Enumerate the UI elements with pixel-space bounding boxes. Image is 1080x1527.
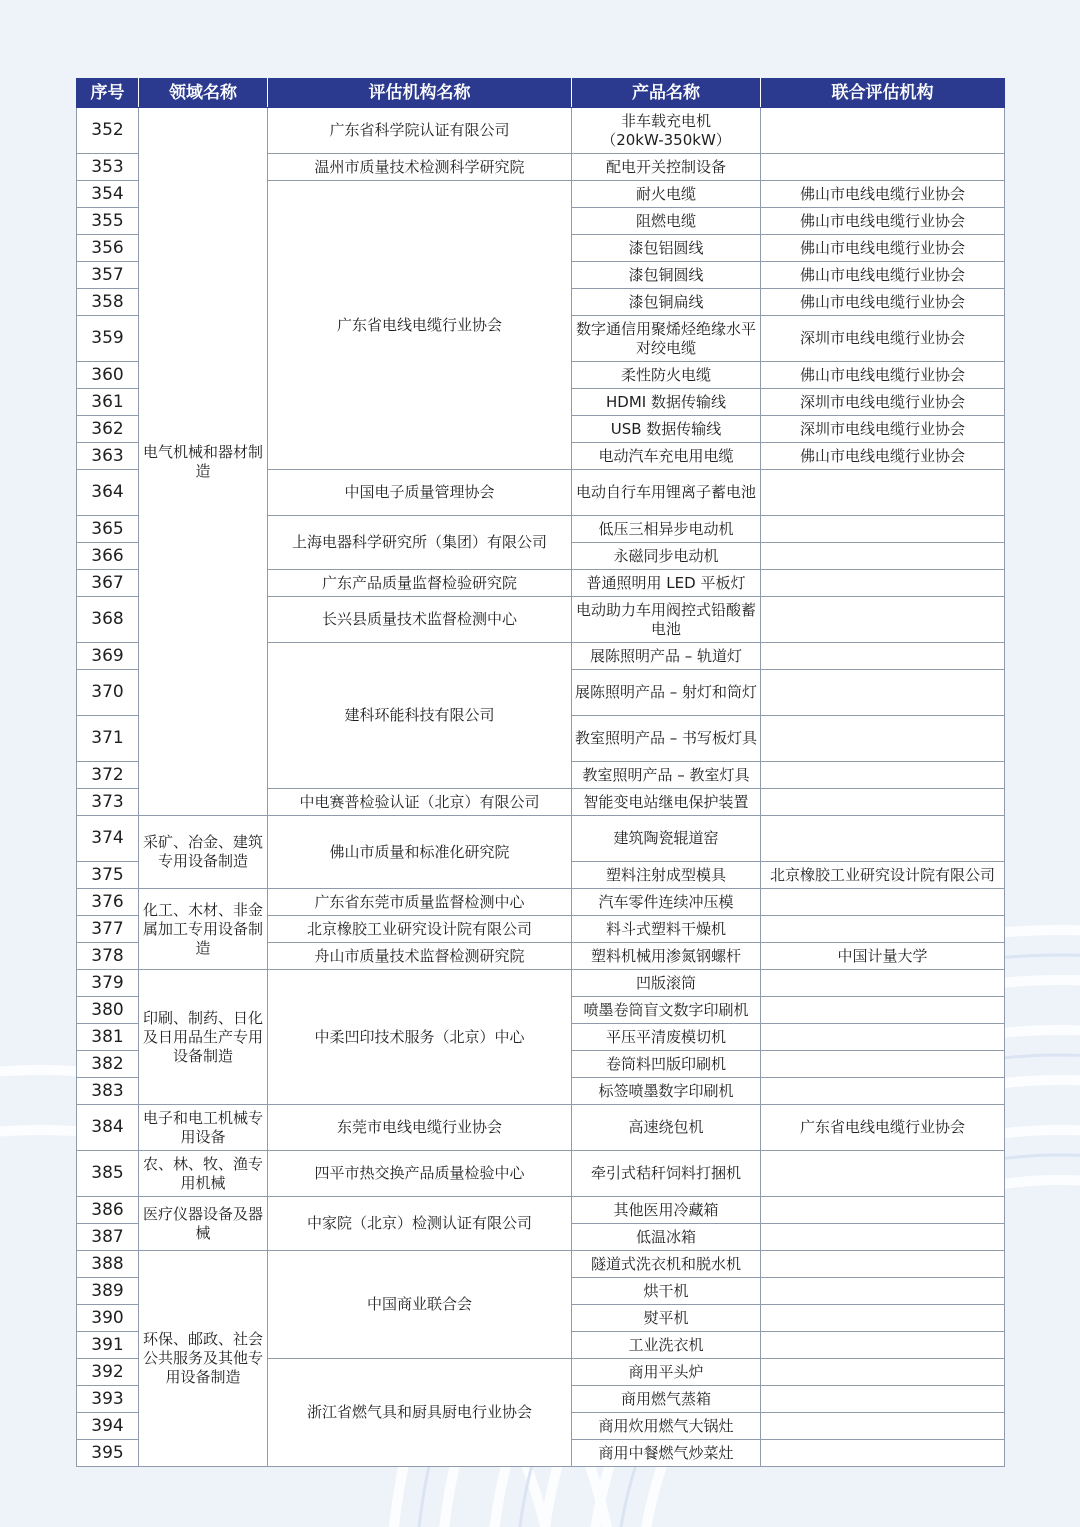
evaluation-org-cell: 广东省电线电缆行业协会	[268, 181, 572, 470]
serial-number-cell: 362	[77, 416, 139, 443]
serial-number-cell: 371	[77, 716, 139, 762]
table-row	[77, 889, 1005, 916]
serial-number-cell: 370	[77, 670, 139, 716]
serial-number-cell: 377	[77, 916, 139, 943]
product-name-cell: 商用燃气蒸箱	[572, 1386, 761, 1413]
evaluation-org-cell: 广东产品质量监督检验研究院	[268, 570, 572, 597]
product-name-cell: 工业洗衣机	[572, 1332, 761, 1359]
product-name-cell: 凹版滚筒	[572, 970, 761, 997]
serial-number-cell: 353	[77, 154, 139, 181]
product-name-cell: 智能变电站继电保护装置	[572, 789, 761, 816]
table-row	[77, 970, 1005, 997]
evaluation-org-cell: 长兴县质量技术监督检测中心	[268, 597, 572, 643]
joint-evaluation-org-cell	[761, 1224, 1005, 1251]
joint-evaluation-org-cell	[761, 1251, 1005, 1278]
serial-number-cell: 385	[77, 1151, 139, 1197]
product-name-cell: 阻燃电缆	[572, 208, 761, 235]
product-name-cell: 漆包铜圆线	[572, 262, 761, 289]
evaluation-org-cell: 中国商业联合会	[268, 1251, 572, 1359]
serial-number-cell: 373	[77, 789, 139, 816]
joint-evaluation-org-cell: 佛山市电线电缆行业协会	[761, 362, 1005, 389]
serial-number-cell: 393	[77, 1386, 139, 1413]
evaluation-org-cell: 北京橡胶工业研究设计院有限公司	[268, 916, 572, 943]
product-name-cell: 永磁同步电动机	[572, 543, 761, 570]
product-name-cell: 烘干机	[572, 1278, 761, 1305]
table-row	[77, 1151, 1005, 1197]
joint-evaluation-org-cell	[761, 1413, 1005, 1440]
serial-number-cell: 376	[77, 889, 139, 916]
joint-evaluation-org-cell: 北京橡胶工业研究设计院有限公司	[761, 862, 1005, 889]
product-name-cell: 商用平头炉	[572, 1359, 761, 1386]
product-name-cell: 漆包铜扁线	[572, 289, 761, 316]
product-name-cell: 塑料机械用渗氮钢螺杆	[572, 943, 761, 970]
serial-number-cell: 372	[77, 762, 139, 789]
joint-evaluation-org-cell: 佛山市电线电缆行业协会	[761, 289, 1005, 316]
product-name-cell: 料斗式塑料干燥机	[572, 916, 761, 943]
evaluation-table	[76, 78, 1005, 1467]
serial-number-cell: 355	[77, 208, 139, 235]
serial-number-cell: 359	[77, 316, 139, 362]
joint-evaluation-org-cell: 深圳市电线电缆行业协会	[761, 389, 1005, 416]
serial-number-cell: 354	[77, 181, 139, 208]
product-name-cell: 教室照明产品 – 书写板灯具	[572, 716, 761, 762]
product-name-cell: USB 数据传输线	[572, 416, 761, 443]
joint-evaluation-org-cell: 广东省电线电缆行业协会	[761, 1105, 1005, 1151]
joint-evaluation-org-cell	[761, 1386, 1005, 1413]
domain-name-cell: 采矿、冶金、建筑专用设备制造	[139, 816, 268, 889]
joint-evaluation-org-cell	[761, 1151, 1005, 1197]
evaluation-org-cell: 东莞市电线电缆行业协会	[268, 1105, 572, 1151]
serial-number-cell: 364	[77, 470, 139, 516]
joint-evaluation-org-cell	[761, 1078, 1005, 1105]
product-name-cell: 平压平清废模切机	[572, 1024, 761, 1051]
joint-evaluation-org-cell	[761, 154, 1005, 181]
table-row	[77, 1105, 1005, 1151]
header-joint-evaluation-org: 联合评估机构	[761, 79, 1005, 108]
evaluation-org-cell: 建科环能科技有限公司	[268, 643, 572, 789]
product-name-cell: 配电开关控制设备	[572, 154, 761, 181]
product-name-cell: 塑料注射成型模具	[572, 862, 761, 889]
joint-evaluation-org-cell	[761, 1332, 1005, 1359]
serial-number-cell: 395	[77, 1440, 139, 1467]
serial-number-cell: 375	[77, 862, 139, 889]
product-name-cell: 电动汽车充电用电缆	[572, 443, 761, 470]
serial-number-cell: 386	[77, 1197, 139, 1224]
domain-name-cell: 电气机械和器材制造	[139, 108, 268, 816]
joint-evaluation-org-cell	[761, 816, 1005, 862]
product-name-cell: 低压三相异步电动机	[572, 516, 761, 543]
joint-evaluation-org-cell: 佛山市电线电缆行业协会	[761, 181, 1005, 208]
joint-evaluation-org-cell: 中国计量大学	[761, 943, 1005, 970]
joint-evaluation-org-cell: 佛山市电线电缆行业协会	[761, 208, 1005, 235]
domain-name-cell: 电子和电工机械专用设备	[139, 1105, 268, 1151]
product-name-cell: 商用炊用燃气大锅灶	[572, 1413, 761, 1440]
serial-number-cell: 383	[77, 1078, 139, 1105]
serial-number-cell: 361	[77, 389, 139, 416]
serial-number-cell: 352	[77, 108, 139, 154]
joint-evaluation-org-cell	[761, 1359, 1005, 1386]
serial-number-cell: 390	[77, 1305, 139, 1332]
product-name-cell: 喷墨卷筒盲文数字印刷机	[572, 997, 761, 1024]
serial-number-cell: 380	[77, 997, 139, 1024]
header-product-name: 产品名称	[572, 79, 761, 108]
domain-name-cell: 印刷、制药、日化及日用品生产专用设备制造	[139, 970, 268, 1105]
evaluation-org-cell: 中家院（北京）检测认证有限公司	[268, 1197, 572, 1251]
header-evaluation-org: 评估机构名称	[268, 79, 572, 108]
product-name-cell: 熨平机	[572, 1305, 761, 1332]
product-name-cell: 展陈照明产品 – 射灯和筒灯	[572, 670, 761, 716]
joint-evaluation-org-cell	[761, 1024, 1005, 1051]
evaluation-org-cell: 浙江省燃气具和厨具厨电行业协会	[268, 1359, 572, 1467]
joint-evaluation-org-cell: 佛山市电线电缆行业协会	[761, 235, 1005, 262]
header-domain-name: 领域名称	[139, 79, 268, 108]
product-name-cell: 牵引式秸秆饲料打捆机	[572, 1151, 761, 1197]
serial-number-cell: 358	[77, 289, 139, 316]
evaluation-org-cell: 中国电子质量管理协会	[268, 470, 572, 516]
serial-number-cell: 387	[77, 1224, 139, 1251]
product-name-cell: 电动自行车用锂离子蓄电池	[572, 470, 761, 516]
product-name-cell: 建筑陶瓷辊道窑	[572, 816, 761, 862]
joint-evaluation-org-cell	[761, 716, 1005, 762]
joint-evaluation-org-cell	[761, 570, 1005, 597]
domain-name-cell: 化工、木材、非金属加工专用设备制造	[139, 889, 268, 970]
serial-number-cell: 368	[77, 597, 139, 643]
joint-evaluation-org-cell	[761, 670, 1005, 716]
joint-evaluation-org-cell	[761, 1197, 1005, 1224]
product-name-cell: 数字通信用聚烯烃绝缘水平对绞电缆	[572, 316, 761, 362]
joint-evaluation-org-cell	[761, 516, 1005, 543]
serial-number-cell: 366	[77, 543, 139, 570]
evaluation-table-container	[76, 78, 1004, 1467]
joint-evaluation-org-cell	[761, 597, 1005, 643]
joint-evaluation-org-cell: 深圳市电线电缆行业协会	[761, 316, 1005, 362]
domain-name-cell: 农、林、牧、渔专用机械	[139, 1151, 268, 1197]
domain-name-cell: 环保、邮政、社会公共服务及其他专用设备制造	[139, 1251, 268, 1467]
joint-evaluation-org-cell: 深圳市电线电缆行业协会	[761, 416, 1005, 443]
evaluation-org-cell: 舟山市质量技术监督检测研究院	[268, 943, 572, 970]
joint-evaluation-org-cell	[761, 108, 1005, 154]
evaluation-org-cell: 上海电器科学研究所（集团）有限公司	[268, 516, 572, 570]
serial-number-cell: 357	[77, 262, 139, 289]
product-name-cell: 高速绕包机	[572, 1105, 761, 1151]
table-body	[77, 108, 1005, 1467]
evaluation-org-cell: 佛山市质量和标准化研究院	[268, 816, 572, 889]
table-row	[77, 816, 1005, 862]
table-row	[77, 1251, 1005, 1278]
serial-number-cell: 374	[77, 816, 139, 862]
product-name-cell: 漆包铝圆线	[572, 235, 761, 262]
serial-number-cell: 379	[77, 970, 139, 997]
joint-evaluation-org-cell: 佛山市电线电缆行业协会	[761, 262, 1005, 289]
joint-evaluation-org-cell	[761, 643, 1005, 670]
product-name-cell: 普通照明用 LED 平板灯	[572, 570, 761, 597]
evaluation-org-cell: 中柔凹印技术服务（北京）中心	[268, 970, 572, 1105]
header-serial-number: 序号	[77, 79, 139, 108]
evaluation-org-cell: 中电赛普检验认证（北京）有限公司	[268, 789, 572, 816]
product-name-cell: 柔性防火电缆	[572, 362, 761, 389]
serial-number-cell: 384	[77, 1105, 139, 1151]
serial-number-cell: 360	[77, 362, 139, 389]
joint-evaluation-org-cell	[761, 1278, 1005, 1305]
evaluation-org-cell: 温州市质量技术检测科学研究院	[268, 154, 572, 181]
serial-number-cell: 381	[77, 1024, 139, 1051]
joint-evaluation-org-cell	[761, 543, 1005, 570]
joint-evaluation-org-cell	[761, 1305, 1005, 1332]
serial-number-cell: 369	[77, 643, 139, 670]
serial-number-cell: 356	[77, 235, 139, 262]
serial-number-cell: 365	[77, 516, 139, 543]
product-name-cell: 汽车零件连续冲压模	[572, 889, 761, 916]
joint-evaluation-org-cell	[761, 762, 1005, 789]
joint-evaluation-org-cell	[761, 470, 1005, 516]
evaluation-org-cell: 广东省东莞市质量监督检测中心	[268, 889, 572, 916]
joint-evaluation-org-cell	[761, 1051, 1005, 1078]
serial-number-cell: 367	[77, 570, 139, 597]
domain-name-cell: 医疗仪器设备及器械	[139, 1197, 268, 1251]
product-name-cell: 低温冰箱	[572, 1224, 761, 1251]
joint-evaluation-org-cell: 佛山市电线电缆行业协会	[761, 443, 1005, 470]
joint-evaluation-org-cell	[761, 970, 1005, 997]
product-name-cell: 耐火电缆	[572, 181, 761, 208]
product-name-cell: 非车载充电机 （20kW-350kW）	[572, 108, 761, 154]
product-name-cell: 电动助力车用阀控式铅酸蓄电池	[572, 597, 761, 643]
joint-evaluation-org-cell	[761, 1440, 1005, 1467]
joint-evaluation-org-cell	[761, 889, 1005, 916]
serial-number-cell: 378	[77, 943, 139, 970]
joint-evaluation-org-cell	[761, 916, 1005, 943]
product-name-cell: 展陈照明产品 – 轨道灯	[572, 643, 761, 670]
table-row	[77, 1197, 1005, 1224]
joint-evaluation-org-cell	[761, 997, 1005, 1024]
product-name-cell: 商用中餐燃气炒菜灶	[572, 1440, 761, 1467]
serial-number-cell: 389	[77, 1278, 139, 1305]
serial-number-cell: 363	[77, 443, 139, 470]
serial-number-cell: 392	[77, 1359, 139, 1386]
serial-number-cell: 388	[77, 1251, 139, 1278]
joint-evaluation-org-cell	[761, 789, 1005, 816]
serial-number-cell: 382	[77, 1051, 139, 1078]
table-header-row	[77, 79, 1005, 108]
evaluation-org-cell: 四平市热交换产品质量检验中心	[268, 1151, 572, 1197]
product-name-cell: HDMI 数据传输线	[572, 389, 761, 416]
serial-number-cell: 394	[77, 1413, 139, 1440]
product-name-cell: 教室照明产品 – 教室灯具	[572, 762, 761, 789]
product-name-cell: 卷筒料凹版印刷机	[572, 1051, 761, 1078]
product-name-cell: 标签喷墨数字印刷机	[572, 1078, 761, 1105]
serial-number-cell: 391	[77, 1332, 139, 1359]
table-row	[77, 108, 1005, 154]
evaluation-org-cell: 广东省科学院认证有限公司	[268, 108, 572, 154]
product-name-cell: 其他医用冷藏箱	[572, 1197, 761, 1224]
product-name-cell: 隧道式洗衣机和脱水机	[572, 1251, 761, 1278]
